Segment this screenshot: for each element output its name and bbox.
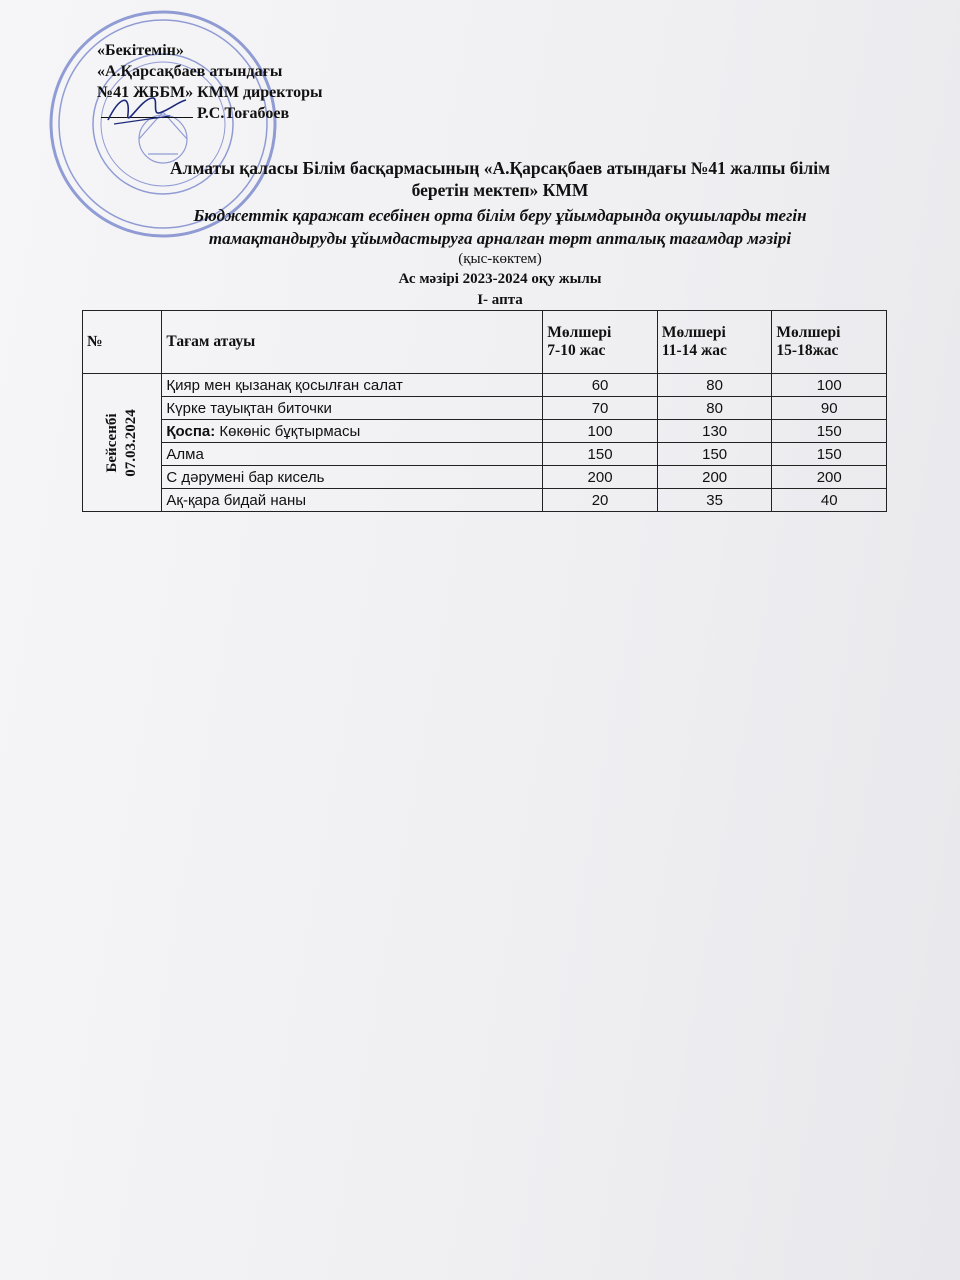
portion-15-18: 150 (772, 443, 887, 466)
header-age-range: 7-10 жас (547, 342, 606, 359)
table-row (83, 420, 887, 443)
table-row (83, 374, 887, 397)
portion-11-14: 130 (657, 420, 772, 443)
menu-subtitle-line-2: тамақтандыруды ұйымдастыруға арналған төрт апталық тағамдар мәзірі (208, 229, 792, 248)
table-header-row (83, 311, 887, 374)
header-portion-label: Мөлшері (547, 324, 612, 341)
portion-7-10: 150 (543, 443, 658, 466)
handwritten-signature (100, 90, 190, 130)
portion-7-10: 60 (543, 374, 658, 397)
header-age-range: 11-14 жас (661, 342, 727, 359)
portion-11-14: 80 (657, 374, 772, 397)
day-date: 07.03.2024 (123, 408, 140, 477)
portion-11-14: 80 (657, 397, 772, 420)
portion-15-18: 150 (772, 420, 887, 443)
approval-title: «Бекітемін» (97, 42, 184, 59)
director-name: Р.С.Тоғабоев (197, 105, 290, 122)
approval-position: №41 ЖББМ» КММ директоры (97, 84, 323, 101)
table-row (83, 466, 887, 489)
header-portion-15-18 (772, 311, 887, 374)
portion-7-10: 200 (543, 466, 658, 489)
header-portion-7-10 (543, 311, 658, 374)
week-label: І- апта (477, 292, 523, 308)
portion-7-10: 20 (543, 489, 658, 512)
portion-15-18: 90 (772, 397, 887, 420)
portion-15-18: 40 (772, 489, 887, 512)
portion-15-18: 100 (772, 374, 887, 397)
school-year-label: Ас мәзірі 2023-2024 оқу жылы (398, 271, 602, 287)
dish-name: Көкөніс бұқтырмасы (215, 422, 361, 440)
dish-name: Қияр мен қызанақ қосылған салат (162, 374, 543, 397)
portion-11-14: 150 (657, 443, 772, 466)
header-dish-name: Тағам атауы (162, 311, 543, 374)
dish-name: Алма (162, 443, 543, 466)
season-label: (қыс-көктем) (458, 251, 542, 267)
portion-15-18: 200 (772, 466, 887, 489)
header-portion-label: Мөлшері (776, 324, 841, 341)
table-row (83, 443, 887, 466)
menu-table (82, 310, 887, 512)
portion-7-10: 70 (543, 397, 658, 420)
portion-7-10: 100 (543, 420, 658, 443)
school-title-line-1: Алматы қаласы Білім басқармасының «А.Қарсақбаев атындағы №41 жалпы білім (170, 158, 830, 178)
menu-subtitle-line-1: Бюджеттік қаражат есебінен орта білім беру ұйымдарында оқушыларды тегін (193, 206, 807, 225)
table-row (83, 397, 887, 420)
portion-11-14: 35 (657, 489, 772, 512)
dish-name: С дәрумені бар кисель (162, 466, 543, 489)
portion-11-14: 200 (657, 466, 772, 489)
day-cell (83, 374, 162, 512)
day-name: Бейсенбі (104, 412, 121, 473)
dish-name: Ақ-қара бидай наны (162, 489, 543, 512)
dish-name: Күрке тауықтан биточки (162, 397, 543, 420)
school-title-line-2: беретін мектеп» КММ (411, 180, 589, 200)
header-portion-label: Мөлшері (661, 324, 726, 341)
approval-school: «А.Қарсақбаев атындағы (97, 63, 283, 80)
side-dish-prefix: Қоспа: (166, 422, 216, 440)
header-age-range: 15-18жас (776, 342, 839, 359)
header-portion-11-14 (657, 311, 772, 374)
header-number: № (83, 311, 162, 374)
table-row (83, 489, 887, 512)
dish-name-cell (162, 420, 543, 443)
